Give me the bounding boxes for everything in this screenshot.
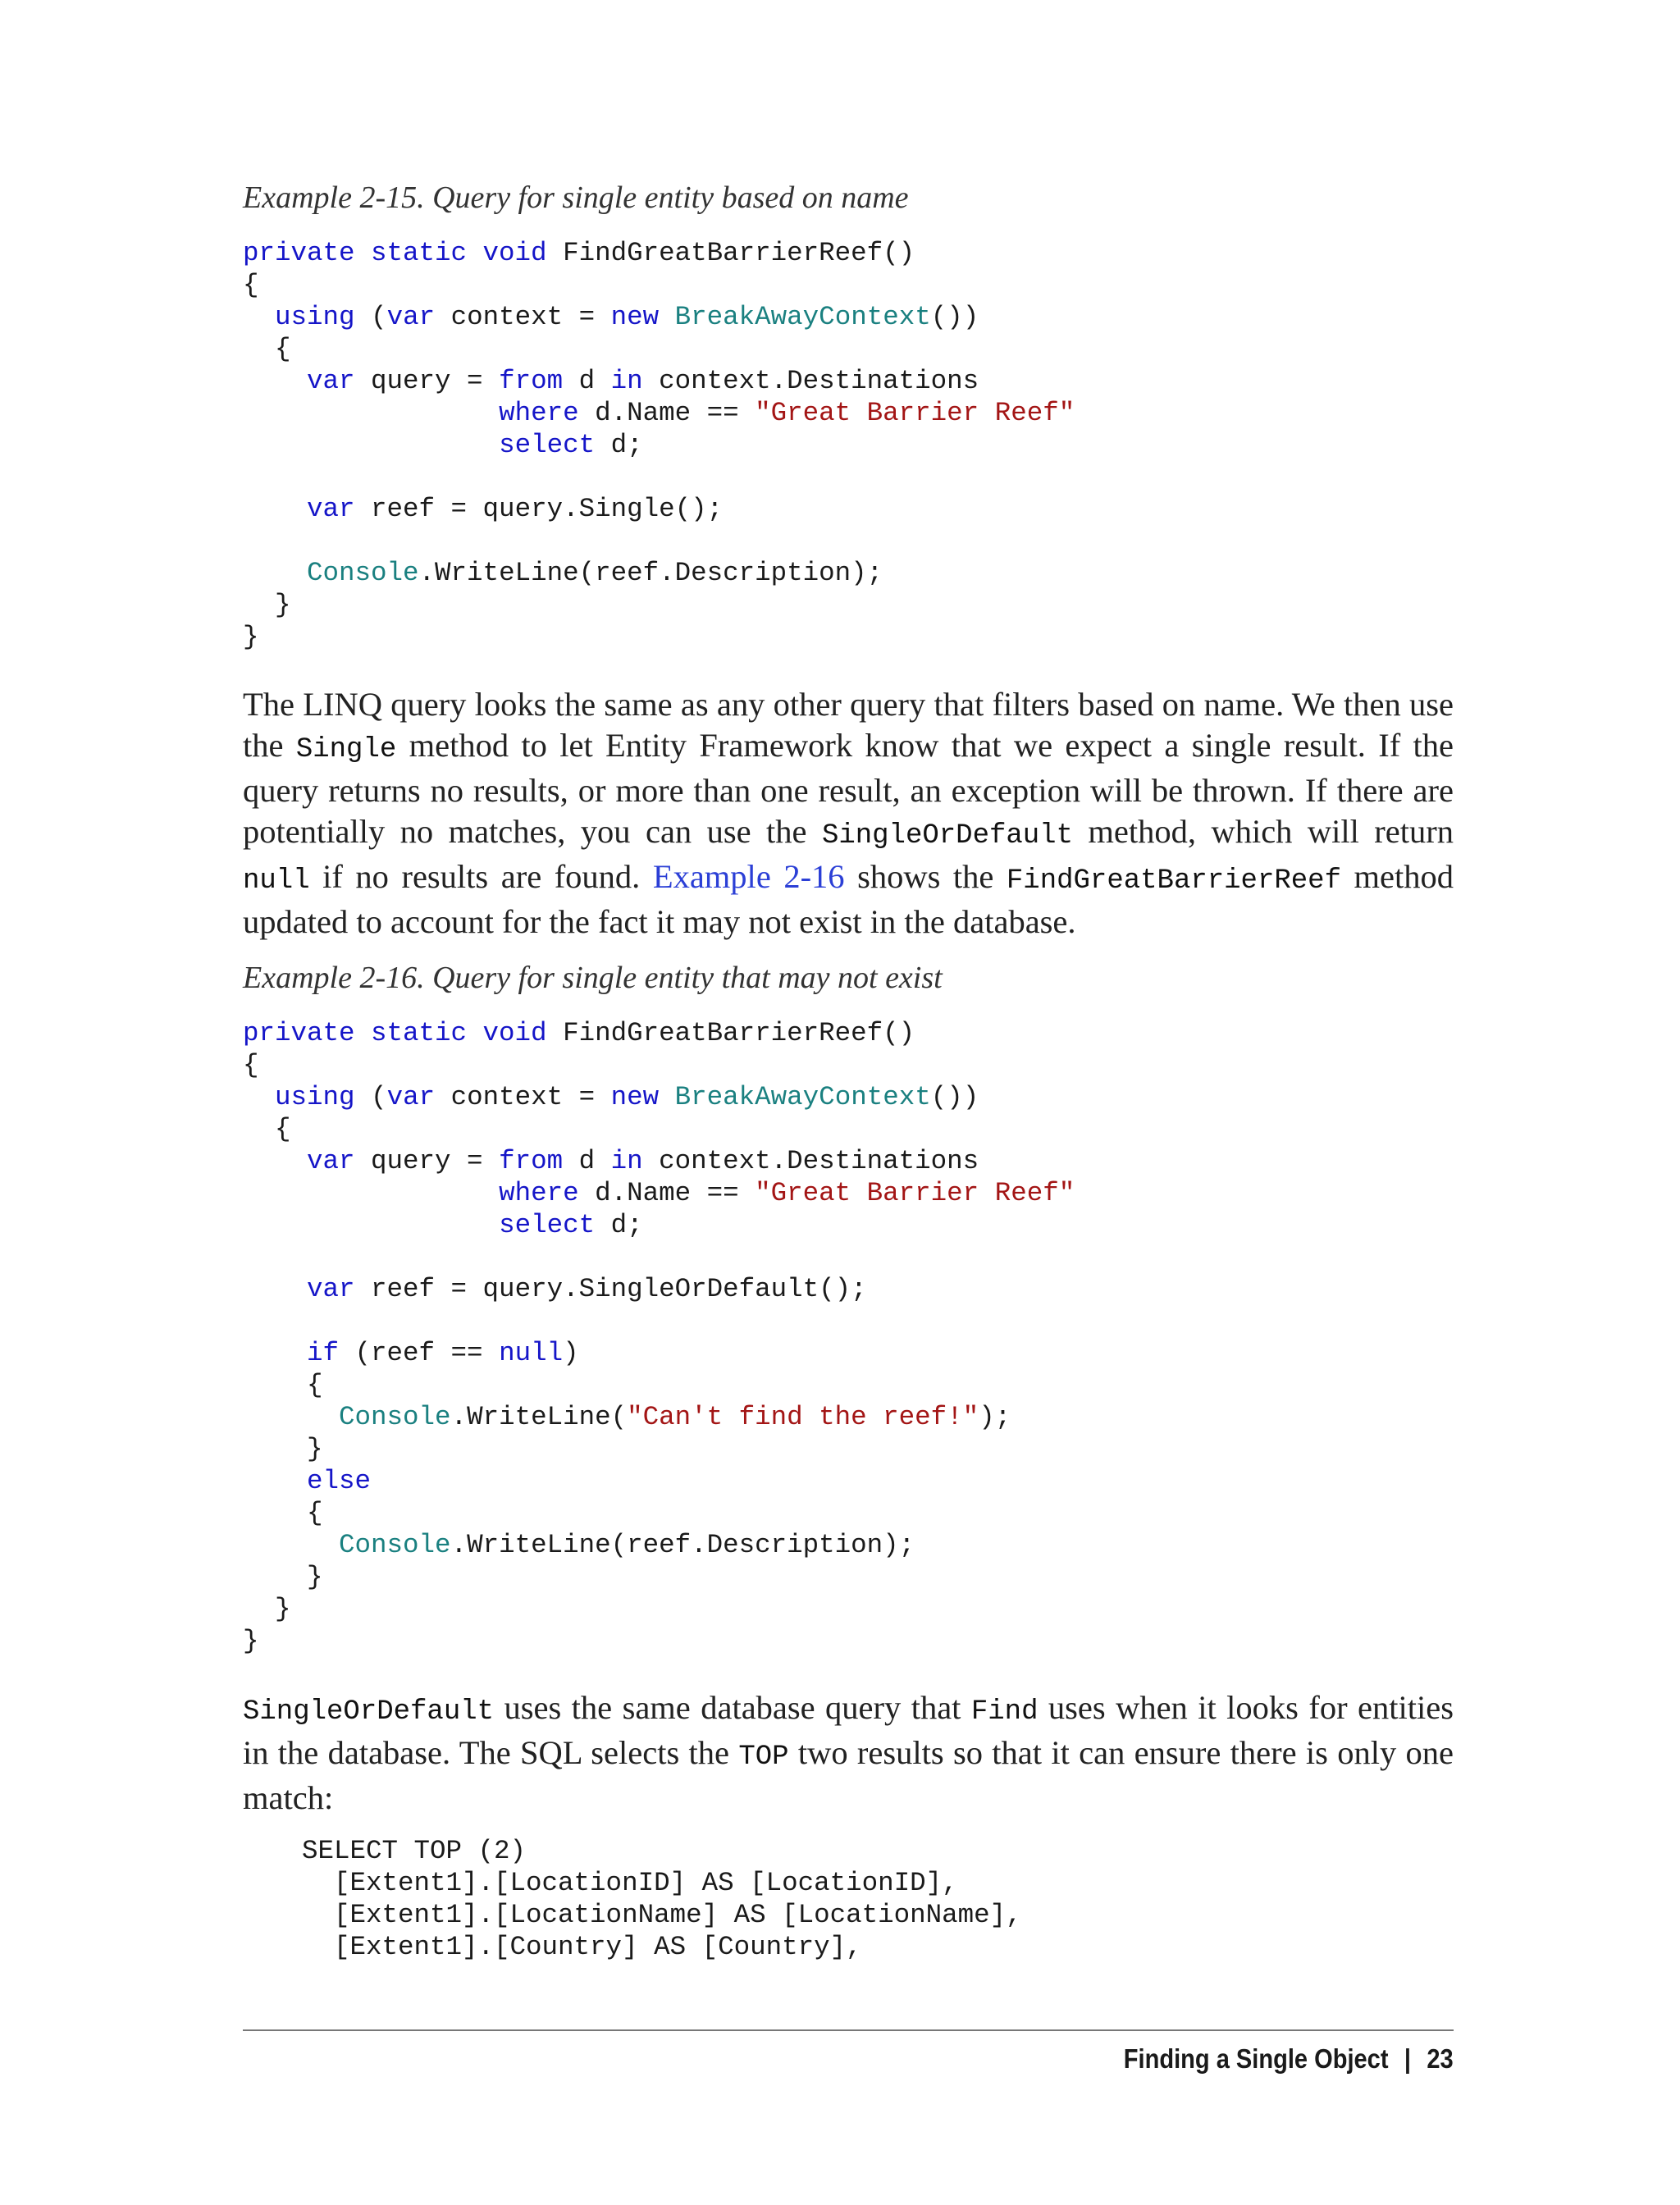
code-line: }: [243, 1594, 291, 1624]
code-line: }: [243, 1434, 323, 1464]
sql-line: [Extent1].[Country] AS [Country],: [302, 1932, 862, 1962]
inline-code: Find: [970, 1696, 1039, 1728]
code-line: {: [243, 270, 259, 300]
code-line: var query = from d in context.Destinations: [307, 366, 979, 396]
footer-rule: [243, 2029, 1454, 2031]
code-line: var query = from d in context.Destinations: [307, 1146, 979, 1176]
paragraph-single-or-default: SingleOrDefault uses the same database query that Find uses when it looks for entities in the database. The SQL selects the TOP two results so that it can ensure there is only one match:: [243, 1689, 1454, 1816]
code-line: [243, 525, 1075, 557]
example-2-15-code: [243, 237, 1075, 653]
code-line: [243, 461, 1075, 493]
code-line: if (reef == null): [307, 1338, 579, 1368]
code-line: }: [243, 590, 291, 620]
example-2-16-code: [243, 1017, 1075, 1657]
code-line: }: [243, 1626, 259, 1656]
book-page: [243, 0, 1454, 2205]
inline-code: TOP: [738, 1742, 789, 1773]
footer-section-title: Finding a Single Object: [1124, 2043, 1389, 2074]
sql-line: SELECT TOP (2): [302, 1836, 527, 1866]
code-line: where d.Name == "Great Barrier Reef": [499, 398, 1075, 428]
code-line: }: [243, 622, 259, 652]
code-line: {: [243, 1370, 323, 1400]
code-line: {: [243, 1498, 323, 1528]
example-2-16-caption: Example 2-16. Query for single entity that may not exist: [243, 961, 943, 995]
paragraph-single-method: The LINQ query looks the same as any other query that filters based on name. We then use the Single method to let Entity Framework know that we expect a single result. If the query returns no results, or more than one result, an exception will be thrown. If there are potentially no matches, you can use the SingleOrDefault method, which will return null if no results are found. Example 2-16 shows the FindGreatBarrierReef method updated to account for the fact it may not exist in the database.: [243, 686, 1454, 940]
inline-code: SingleOrDefault: [243, 1696, 495, 1728]
page-footer: [1124, 2041, 1454, 2077]
code-line: Console.WriteLine(reef.Description);: [339, 1530, 915, 1560]
code-line: Console.WriteLine(reef.Description);: [307, 558, 883, 588]
example-2-15-caption: Example 2-15. Query for single entity based on name: [243, 180, 909, 215]
code-line: private static void FindGreatBarrierReef(): [243, 238, 915, 268]
inline-code: FindGreatBarrierReef: [1006, 865, 1341, 897]
footer-separator: |: [1404, 2043, 1412, 2074]
cross-reference-link[interactable]: Example 2-16: [652, 858, 845, 895]
code-line: select d;: [499, 430, 643, 460]
code-line: var reef = query.Single();: [307, 494, 724, 524]
code-line: [243, 1241, 1075, 1273]
sql-line: [Extent1].[LocationID] AS [LocationID],: [302, 1868, 958, 1898]
page-number: 23: [1427, 2043, 1454, 2074]
code-line: private static void FindGreatBarrierReef(): [243, 1018, 915, 1048]
inline-code: SingleOrDefault: [821, 820, 1073, 851]
code-line: var reef = query.SingleOrDefault();: [307, 1274, 867, 1304]
inline-code: Single: [295, 734, 397, 765]
code-line: select d;: [499, 1210, 643, 1240]
code-line: where d.Name == "Great Barrier Reef": [499, 1178, 1075, 1208]
code-line: {: [243, 1050, 259, 1080]
code-line: {: [243, 334, 291, 364]
inline-code: null: [243, 865, 310, 897]
code-line: else: [307, 1466, 372, 1496]
code-line: using (var context = new BreakAwayContext()): [275, 1082, 979, 1112]
code-line: }: [243, 1562, 323, 1592]
code-line: Console.WriteLine("Can't find the reef!");: [339, 1402, 1011, 1432]
code-line: {: [243, 1114, 291, 1144]
sql-listing: [302, 1835, 1022, 1963]
code-line: [243, 1305, 1075, 1337]
sql-line: [Extent1].[LocationName] AS [LocationName],: [302, 1900, 1022, 1930]
code-line: using (var context = new BreakAwayContext()): [275, 302, 979, 332]
